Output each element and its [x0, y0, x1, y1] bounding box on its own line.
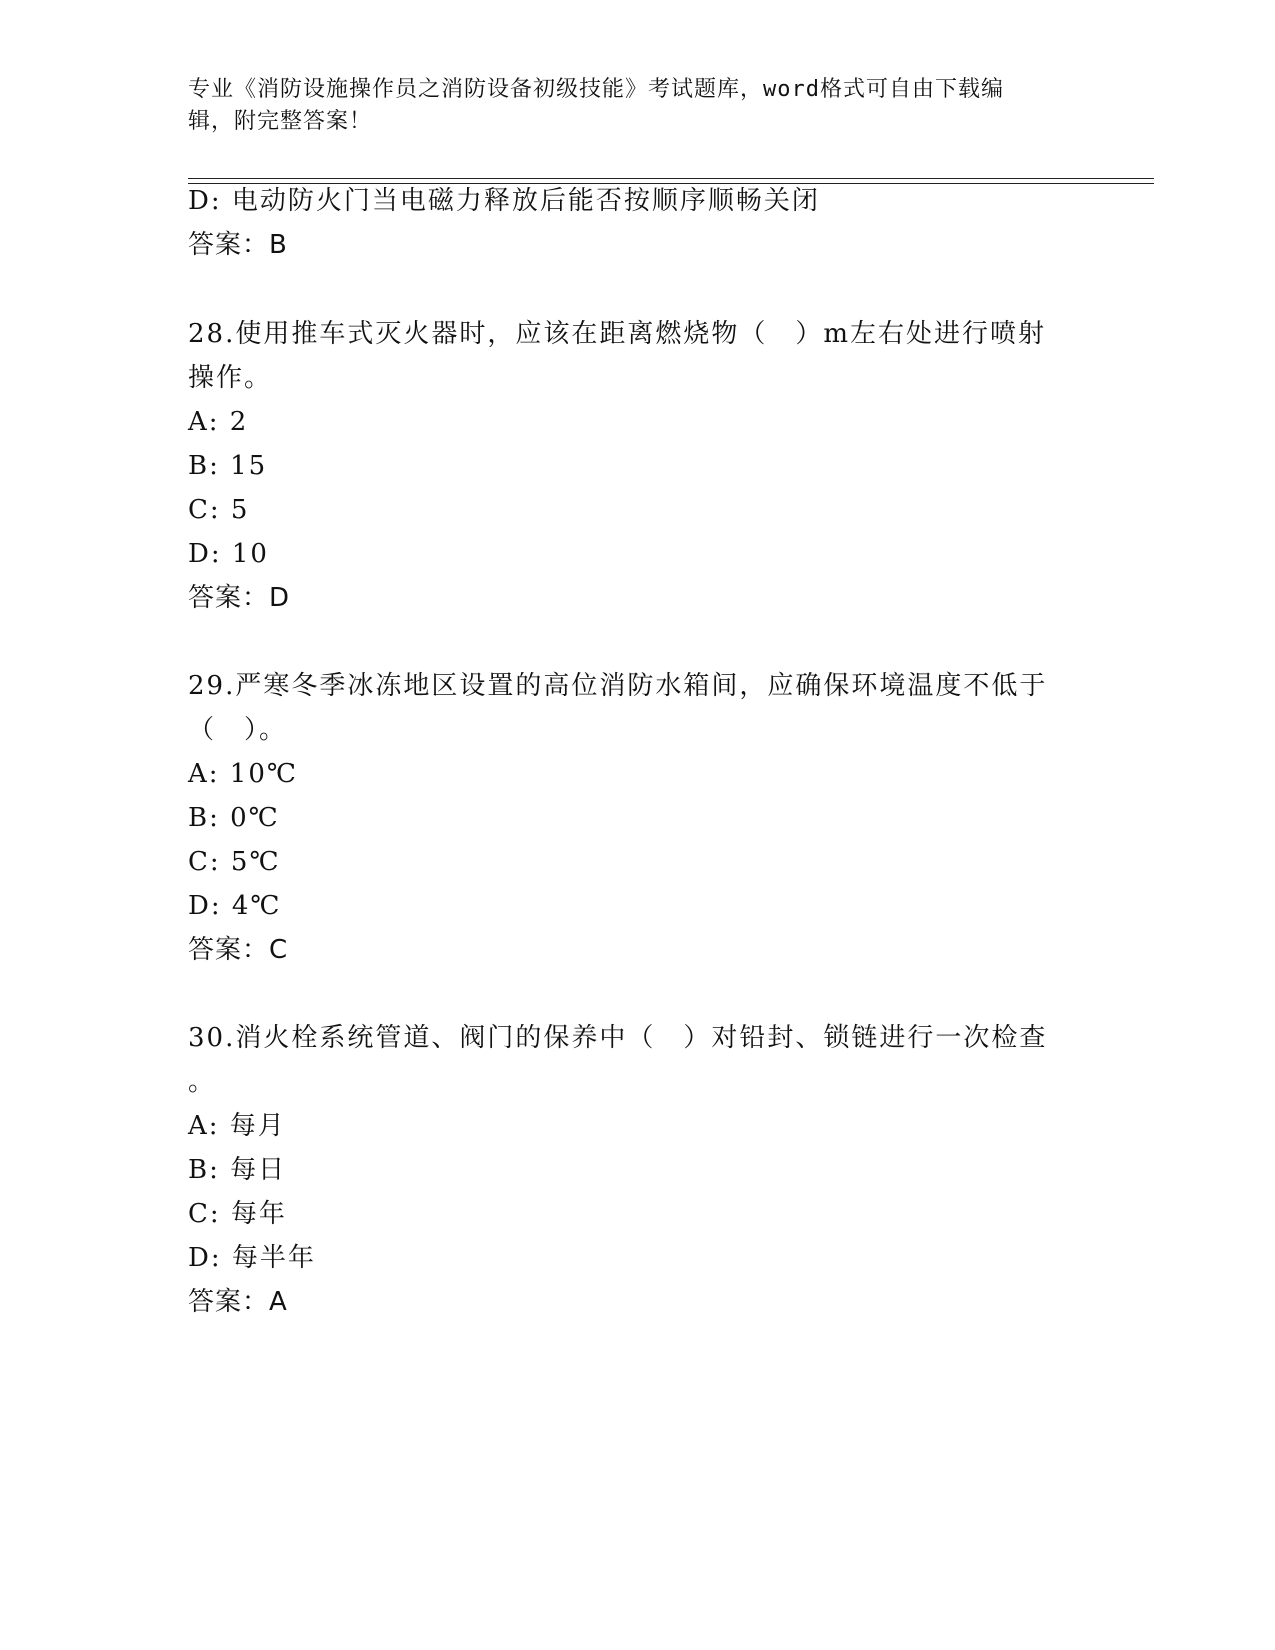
prev-question-answer: 答案：B	[188, 230, 288, 260]
header-line-1: 专业《消防设施操作员之消防设备初级技能》考试题库，word格式可自由下载编	[188, 77, 1004, 102]
question-28-answer: 答案：D	[188, 583, 291, 613]
question-30-option-b: B: 每日	[188, 1155, 287, 1185]
question-29-stem-line-1: 29.严寒冬季冰冻地区设置的高位消防水箱间，应确保环境温度不低于	[188, 671, 1048, 701]
question-30-answer: 答案：A	[188, 1287, 288, 1317]
question-28-option-d: D: 10	[188, 539, 269, 569]
question-30-stem-line-1: 30.消火栓系统管道、阀门的保养中（ ）对铅封、锁链进行一次检查	[188, 1023, 1048, 1053]
question-29-answer: 答案：C	[188, 935, 289, 965]
question-29-option-b: B: 0℃	[188, 803, 280, 833]
question-30-option-a: A: 每月	[188, 1111, 286, 1141]
question-28-option-c: C: 5	[188, 495, 250, 525]
question-30-option-d: D: 每半年	[188, 1243, 316, 1273]
header-divider-top	[188, 178, 1154, 179]
question-28-option-b: B: 15	[188, 451, 268, 481]
question-30-stem-line-2: 。	[188, 1067, 217, 1097]
prev-question-option-d: D: 电动防火门当电磁力释放后能否按顺序顺畅关闭	[188, 186, 820, 216]
question-29-option-d: D: 4℃	[188, 891, 282, 921]
question-28-stem-line-2: 操作。	[188, 363, 273, 393]
header-line-2: 辑，附完整答案！	[188, 109, 373, 134]
question-29-option-c: C: 5℃	[188, 847, 281, 877]
question-29-stem-line-2: （ ）。	[188, 715, 288, 745]
question-28-option-a: A: 2	[188, 407, 249, 437]
question-30-option-c: C: 每年	[188, 1199, 287, 1229]
question-28-stem-line-1: 28.使用推车式灭火器时，应该在距离燃烧物（ ）m左右处进行喷射	[188, 319, 1047, 349]
document-header	[188, 74, 1068, 138]
question-29-option-a: A: 10℃	[188, 759, 298, 789]
